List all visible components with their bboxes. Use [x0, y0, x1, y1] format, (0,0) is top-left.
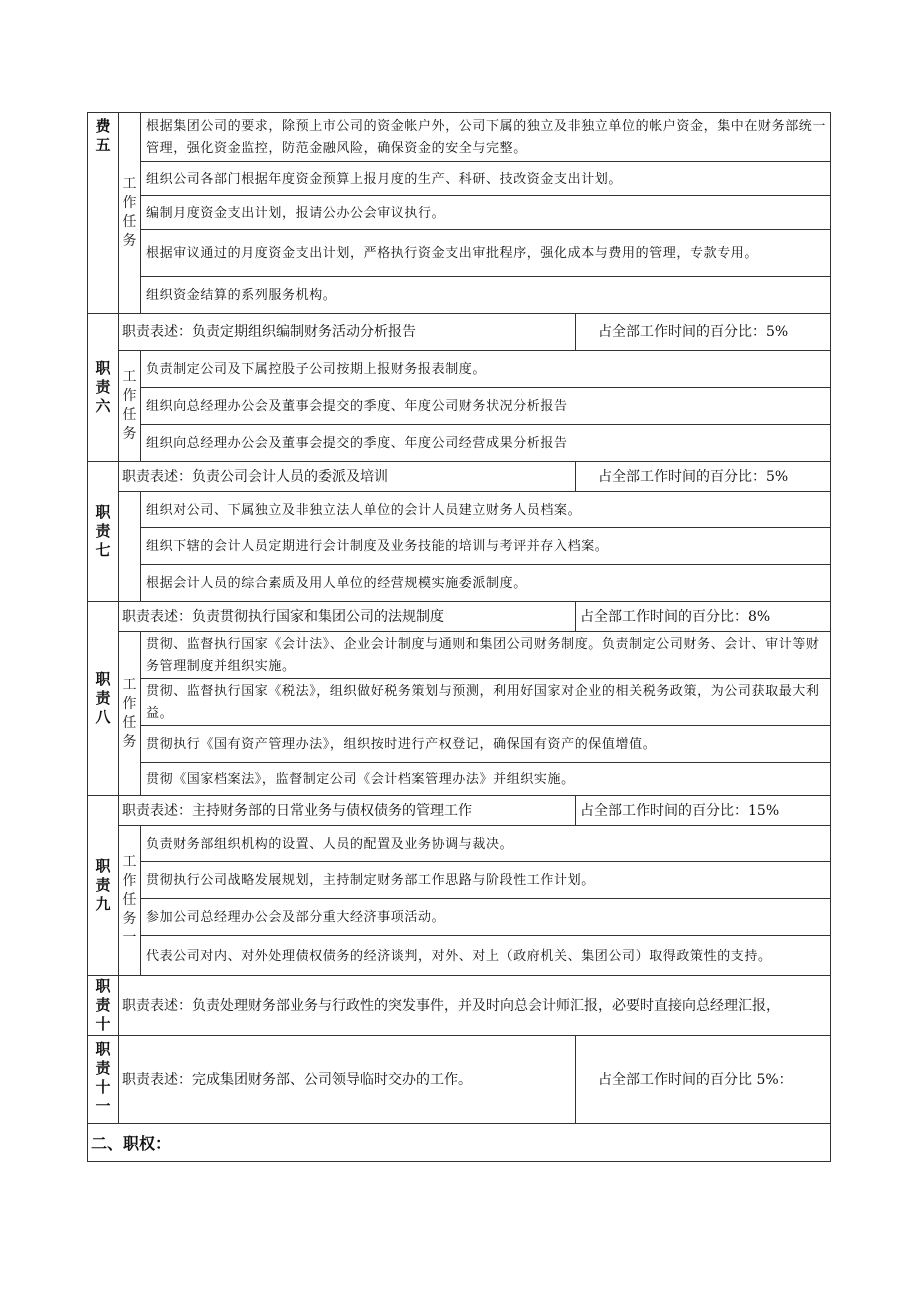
- duty8-task: 贯彻、监督执行国家《税法》，组织做好税务策划与预测，利用好国家对企业的相关税务政策，为公司获取最大利益。: [141, 679, 831, 726]
- duty8-task: 贯彻、监督执行国家《会计法》、企业会计制度与通则和集团公司财务制度。负责制定公司财务、会计、审计等财务管理制度并组织实施。: [141, 632, 831, 679]
- duty9-task: 代表公司对内、对外处理债权债务的经济谈判，对外、对上（政府机关、集团公司）取得政策性的支持。: [141, 936, 831, 976]
- duty7-task: 根据会计人员的综合素质及用人单位的经营规模实施委派制度。: [141, 565, 831, 602]
- duty5-task: 根据审议通过的月度资金支出计划，严格执行资金支出审批程序，强化成本与费用的管理，专款专用。: [141, 230, 831, 277]
- duty8-task: 贯彻执行《国有资产管理办法》，组织按时进行产权登记，确保国有资产的保值增值。: [141, 726, 831, 763]
- duty8-percentage: 占全部工作时间的百分比：8%: [576, 602, 831, 632]
- duty6-label: 职责六: [88, 314, 119, 462]
- duty6-task: 组织向总经理办公会及董事会提交的季度、年度公司经营成果分析报告: [141, 425, 831, 462]
- duty7-task: 组织对公司、下属独立及非独立法人单位的会计人员建立财务人员档案。: [141, 492, 831, 528]
- duty6-task: 组织向总经理办公会及董事会提交的季度、年度公司财务状况分析报告: [141, 388, 831, 425]
- duty5-task: 编制月度资金支出计划，报请公办公会审议执行。: [141, 196, 831, 230]
- duty5-task: 组织资金结算的系列服务机构。: [141, 277, 831, 314]
- duty6-sub-label: 工作任务: [119, 351, 141, 462]
- duty8-label: 职责八: [88, 602, 119, 796]
- duty9-percentage: 占全部工作时间的百分比：15%: [576, 796, 831, 826]
- duty9-label: 职责九: [88, 796, 119, 976]
- duty5-task: 根据集团公司的要求，除预上市公司的资金帐户外，公司下属的独立及非独立单位的帐户资金，集中在财务部统一管理，强化资金监控，防范金融风险，确保资金的安全与完整。: [141, 113, 831, 162]
- duty9-task: 参加公司总经理办公会及部分重大经济事项活动。: [141, 899, 831, 936]
- duty5-label: 费五: [88, 113, 119, 314]
- duty7-description: 职责表述：负责公司会计人员的委派及培训: [119, 462, 576, 492]
- duty11-label: 职责十一: [88, 1036, 119, 1124]
- duty8-sub-label: 工作任务: [119, 632, 141, 796]
- authority-section-title: 二、职权：: [88, 1124, 831, 1162]
- duty8-description: 职责表述：负责贯彻执行国家和集团公司的法规制度: [119, 602, 576, 632]
- duty9-description: 职责表述：主持财务部的日常业务与债权债务的管理工作: [119, 796, 576, 826]
- duty6-description: 职责表述：负责定期组织编制财务活动分析报告: [119, 314, 576, 351]
- duty10-description: 职责表述：负责处理财务部业务与行政性的突发事件，并及时向总会计师汇报，必要时直接向总经理汇报，: [119, 976, 831, 1036]
- duty7-percentage: 占全部工作时间的百分比：5%: [576, 462, 831, 492]
- duty7-label: 职责七: [88, 462, 119, 602]
- duty11-percentage: 占全部工作时间的百分比 5%：: [576, 1036, 831, 1124]
- duty10-label: 职责十: [88, 976, 119, 1036]
- duty6-task: 负责制定公司及下属控股子公司按期上报财务报表制度。: [141, 351, 831, 388]
- duty9-task: 负责财务部组织机构的设置、人员的配置及业务协调与裁决。: [141, 826, 831, 862]
- duty11-description: 职责表述：完成集团财务部、公司领导临时交办的工作。: [119, 1036, 576, 1124]
- duty7-task: 组织下辖的会计人员定期进行会计制度及业务技能的培训与考评并存入档案。: [141, 528, 831, 565]
- duty5-task: 组织公司各部门根据年度资金预算上报月度的生产、科研、技改资金支出计划。: [141, 162, 831, 196]
- duty6-percentage: 占全部工作时间的百分比：5%: [576, 314, 831, 351]
- duty5-sub-label: 工作任务: [119, 113, 141, 314]
- duty-table: [87, 112, 831, 1162]
- duty9-task: 贯彻执行公司战略发展规划，主持制定财务部工作思路与阶段性工作计划。: [141, 862, 831, 899]
- duty9-sub-label: 工作任务一: [119, 826, 141, 976]
- duty7-sub-label: [119, 492, 141, 602]
- duty8-task: 贯彻《国家档案法》，监督制定公司《会计档案管理办法》并组织实施。: [141, 763, 831, 796]
